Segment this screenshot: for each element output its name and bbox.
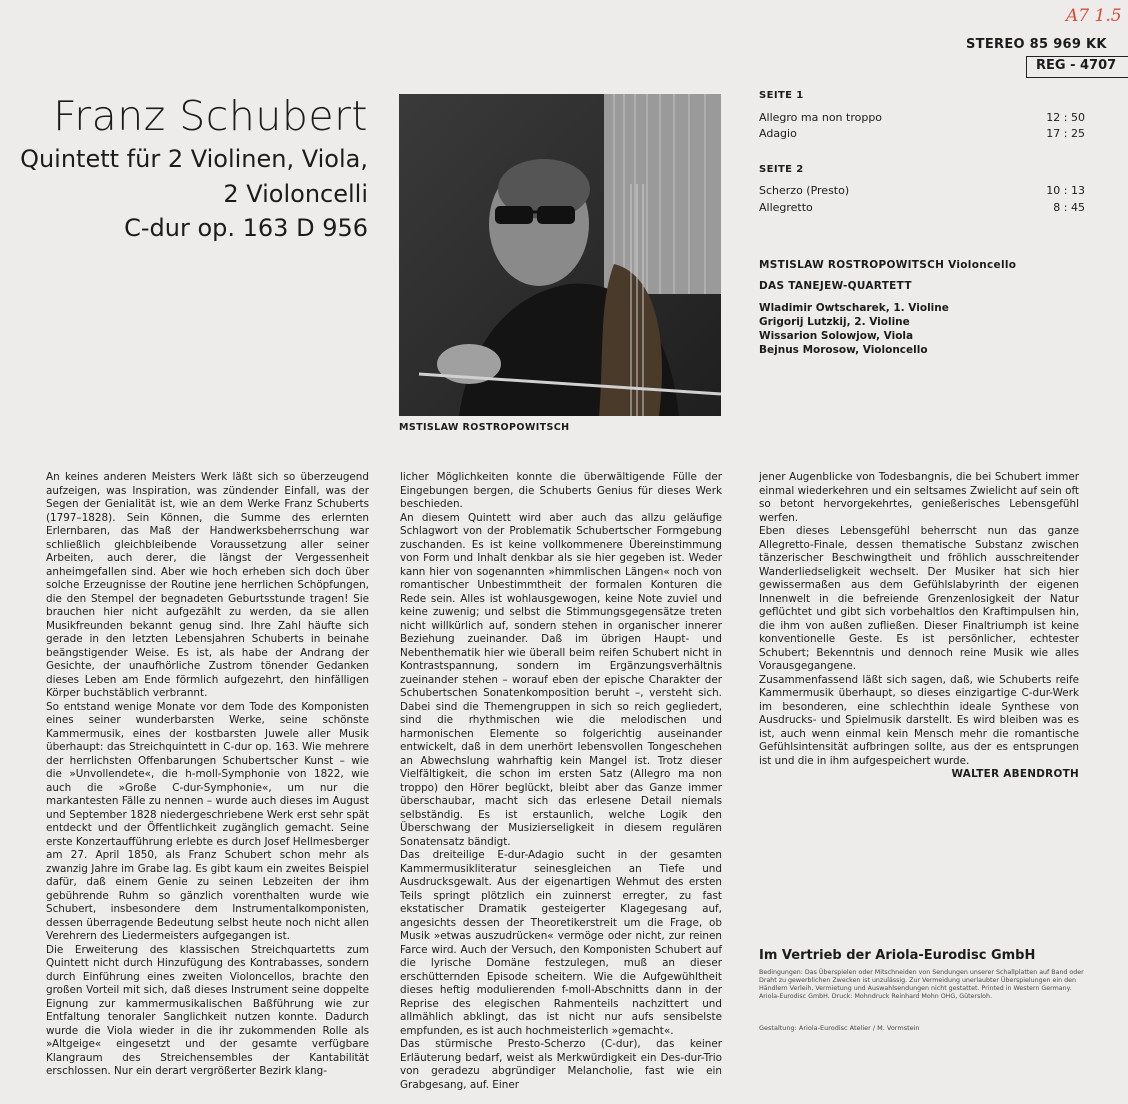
- track-title: Allegretto: [759, 201, 813, 214]
- essay-paragraph: Die Erweiterung des klassischen Streichquartetts zum Quintett nicht durch Hinzufügung des Kontrabasses, sondern durch Einführung eines zweiten Violoncellos, brachte den großen Vorteil mit sich, daß dieses Instrument seine doppelte Eignung zur kammermusikalischen Baßführung wie zur Entfaltung tenoraler Sanglichkeit nutzen konnte. Dadurch wurde die Viola wieder in die ihr zukommenden Rolle als »Altgeige« eingesetzt und der gesamte verfügbare Klangraum des Streichensembles der Kantabilität erschlossen. Nur ein derart vergrößerter Bezirk klang-: [46, 943, 369, 1077]
- essay-author: WALTER ABENDROTH: [951, 768, 1079, 780]
- track-row: [759, 184, 1085, 197]
- legal-conditions: Bedingungen: Das Überspielen oder Mitschneiden von Sendungen unserer Schallplatten auf Band oder Draht zu gewerblichen Zwecken ist unzulässig. Zur Vermeidung unerlaubter Überspielungen ein den Händlern Verleih, Vermietung und Auswahlsendungen nicht gestattet. Printed in Western Germany. Ariola-Eurodisc GmbH. Druck: Mohndruck Reinhard Mohn OHG, Gütersloh.: [759, 969, 1084, 1000]
- ensemble-member: Wissarion Solowjow, Viola: [759, 330, 914, 342]
- design-credit: Gestaltung: Ariola-Eurodisc Atelier / M. Vormstein: [759, 1024, 920, 1032]
- essay-paragraph: An diesem Quintett wird aber auch das allzu geläufige Schlagwort von der Problematik Schubertscher Formgebung zuschanden. Es ist keine vollkommenere Übereinstimmung von Form und Inhalt denkbar als sie hier gegeben ist. Weder kann hier von sogenannten »himmlischen Längen« noch von romantischer Unbestimmtheit der formalen Konturen die Rede sein. Alles ist wohlausgewogen, keine Note zuviel und keine zuwenig; und selbst die Stimmungsgegensätze treten nicht willkürlich auf, sondern stehen in organischer innerer Beziehung zueinander. Daß im übrigen Haupt- und Nebenthematik hier wie überall beim reifen Schubert nicht in Kontrastspannung, sondern im Ergänzungsverhältnis zueinander stehen – worauf eben der epische Charakter der Schubertschen Sonatenkomposition beruht –, versteht sich. Dabei sind die Themengruppen in sich so reich gegliedert, sind die rhythmischen wie die melodischen und harmonischen Elemente so folgerichtig auseinander entwickelt, daß in dem unerhört lebensvollen Tongeschehen an Abwechslung wahrhaftig kein Mangel ist. Trotz dieser Vielfältigkeit, die schon im ersten Satz (Allegro ma non troppo) den Hörer beglückt, bleibt aber das Ganze immer überschaubar, macht sich das erlesene Detail niemals selbständig. Es ist erstaunlich, welche Logik den Überschwang der Musizierseligkeit in diesem regulären Sonatensatz bändigt.: [400, 511, 722, 848]
- essay-paragraph: Das stürmische Presto-Scherzo (C-dur), das keiner Erläuterung bedarf, weist als Merkwürdigkeit ein Des-dur-Trio von geradezu abgründiger Melancholie, fast wie ein Grabgesang, auf. Einer: [400, 1038, 722, 1091]
- track-title: Allegro ma non troppo: [759, 111, 883, 124]
- essay-paragraph: jener Augenblicke von Todesbangnis, die bei Schubert immer einmal wiederkehren und ein seltsames Zwielicht auf sein oft so betont hervorgekehrtes, genießerisches Lebensgefühl werfen.: [759, 471, 1079, 524]
- track-time: 17 : 25: [1046, 127, 1085, 140]
- soloist-credit: MSTISLAW ROSTROPOWITSCH Violoncello: [759, 259, 1017, 271]
- photo-caption: MSTISLAW ROSTROPOWITSCH: [399, 422, 570, 433]
- ensemble-member: Grigorij Lutzkij, 2. Violine: [759, 316, 910, 328]
- work-title-line-2: 2 Violoncelli: [223, 180, 368, 208]
- handwritten-mark: A7 1.5: [1066, 6, 1122, 26]
- track-time: 8 : 45: [1053, 201, 1085, 214]
- catalog-number: STEREO 85 969 KK: [966, 37, 1107, 52]
- ensemble-member: Wladimir Owtscharek, 1. Violine: [759, 302, 949, 314]
- essay-column-1: [46, 471, 369, 1079]
- reg-number: REG - 4707: [1036, 58, 1117, 73]
- composer-name: Franz Schubert: [53, 92, 368, 140]
- ensemble-member: Bejnus Morosow, Violoncello: [759, 344, 928, 356]
- ensemble-name: DAS TANEJEW-QUARTETT: [759, 280, 912, 292]
- essay-paragraph: Eben dieses Lebensgefühl beherrscht nun das ganze Allegretto-Finale, dessen thematische Substanz zwischen tänzerischer Beschwingtheit und fröhlich ausschreitender Wanderliedseligkeit wechselt. Der Musiker hat sich hier gewissermaßen aus dem Gefühlslabyrinth der eigenen Innenwelt in die befreiende Grenzenlosigkeit der Natur geflüchtet und gibt sich vorbehaltlos den Kraftimpulsen hin, die ihm von außen zufließen. Dieser Finaltriumph ist keine konventionelle Geste. Es ist persönlicher, echtester Schubert; Bekenntnis und dennoch reine Musik wie alles Vorausgegangene.: [759, 525, 1079, 672]
- track-time: 10 : 13: [1046, 184, 1085, 197]
- essay-column-3: [759, 471, 1079, 782]
- essay-paragraph: licher Möglichkeiten konnte die überwältigende Fülle der Eingebungen bergen, die Schuberts Genius für dieses Werk beschieden.: [400, 471, 722, 510]
- essay-paragraph: An keines anderen Meisters Werk läßt sich so überzeugend aufzeigen, was Inspiration, was zündender Einfall, was der Segen der Genialität ist, wie an dem Werke Franz Schuberts (1797–1828). Sein Können, die Summe des erlernten Erlernbaren, das Maß der Handwerksbeherrschung war schließlich gleichbleibende Voraussetzung aller seiner Arbeiten, auch derer, die längst der Vergessenheit anheimgefallen sind. Aber wie hoch erheben sich doch über solche Erzeugnisse der Routine jene herrlichen Schöpfungen, die den Stempel der begnadeten Geburtsstunde tragen! Sie brauchen hier nicht aufgezählt zu werden, da sie allen Musikfreunden bekannt genug sind. Ihre Zahl häufte sich gerade in den letzten Lebensjahren Schuberts in beinahe beängstigender Weise. Es ist, als habe der Andrang der Gesichte, der unaufhörliche Zustrom tönender Gedanken dieses Leben am Ende förmlich aufgezehrt, den hinfälligen Körper buchstäblich verbrannt.: [46, 471, 369, 699]
- essay-column-2: [400, 471, 722, 1092]
- track-row: [759, 201, 1085, 214]
- side-2-heading: SEITE 2: [759, 164, 804, 175]
- side-1-heading: SEITE 1: [759, 90, 804, 101]
- track-title: Adagio: [759, 127, 797, 140]
- work-title-line-1: Quintett für 2 Violinen, Viola,: [20, 145, 368, 173]
- track-time: 12 : 50: [1046, 111, 1085, 124]
- essay-paragraph: Zusammenfassend läßt sich sagen, daß, wie Schuberts reife Kammermusik überhaupt, so dieses einzigartige C-dur-Werk im besonderen, eine schlechthin ideale Synthese von Ausdrucks- und Spielmusik darstellt. Es wird bleiben was es ist, auch wenn einmal kein Mensch mehr die romantische Gefühlsintensität aufbringen sollte, aus der es entsprungen ist und die in ihm aufgespeichert wurde.: [759, 673, 1079, 767]
- distributor-heading: Im Vertrieb der Ariola-Eurodisc GmbH: [759, 948, 1036, 963]
- track-row: [759, 127, 1085, 140]
- essay-paragraph: So entstand wenige Monate vor dem Tode des Komponisten eines seiner wunderbarsten Werke, seine schönste Kammermusik, eines der kostbarsten Juwele aller Musik überhaupt: das Streichquintett in C-dur op. 163. Wie mehrere der herrlichsten Offenbarungen Schubertscher Kunst – wie die »Unvollendete«, die h-moll-Symphonie von 1822, wie auch die »Große C-dur-Symphonie«, um nur die markantesten Fälle zu nennen – wurde auch dieses im August und September 1828 niedergeschriebene Werk erst sehr spät entdeckt und der Öffentlichkeit zugänglich gemacht. Seine erste Konzertaufführung erlebte es durch Josef Hellmesberger am 27. April 1850, als Franz Schubert schon mehr als zwanzig Jahre im Grabe lag. Es gibt kaum ein zweites Beispiel dafür, daß einem Genie zu seinen Lebzeiten der ihm gebührende Ruhm so gänzlich vorenthalten wurde wie Schubert, insbesondere dem Instrumentalkomponisten, dessen überragende Bedeutung selbst heute noch nicht allen Verehrern des Liedermeisters aufgegangen ist.: [46, 700, 369, 942]
- cellist-photo: [399, 94, 721, 416]
- essay-paragraph: Das dreiteilige E-dur-Adagio sucht in der gesamten Kammermusikliteratur seinesgleichen an Tiefe und Ausdrucksgewalt. Aus der eigenartigen Wehmut des ersten Teils springt plötzlich ein zuinnerst erregter, zu fast ekstatischer Dramatik gesteigerter Klagegesang auf, angesichts dessen der Theoretikerstreit um die Frage, ob Musik »etwas auszudrücken« vermöge oder nicht, zur reinen Farce wird. Auch der Versuch, den Komponisten Schubert auf die lyrische Domäne festzulegen, muß an dieser erschütternden Episode scheitern. Wie die Aufgewühltheit dieses heftig modulierenden f-moll-Abschnitts dann in der Reprise des elegischen Rahmenteils nachzittert und allmählich abklingt, das ist nicht nur aufs sensibelste empfunden, es ist auch hochmeisterlich »gemacht«.: [400, 849, 722, 1037]
- track-title: Scherzo (Presto): [759, 184, 850, 197]
- work-title-line-3: C-dur op. 163 D 956: [124, 214, 368, 242]
- track-row: [759, 111, 1085, 124]
